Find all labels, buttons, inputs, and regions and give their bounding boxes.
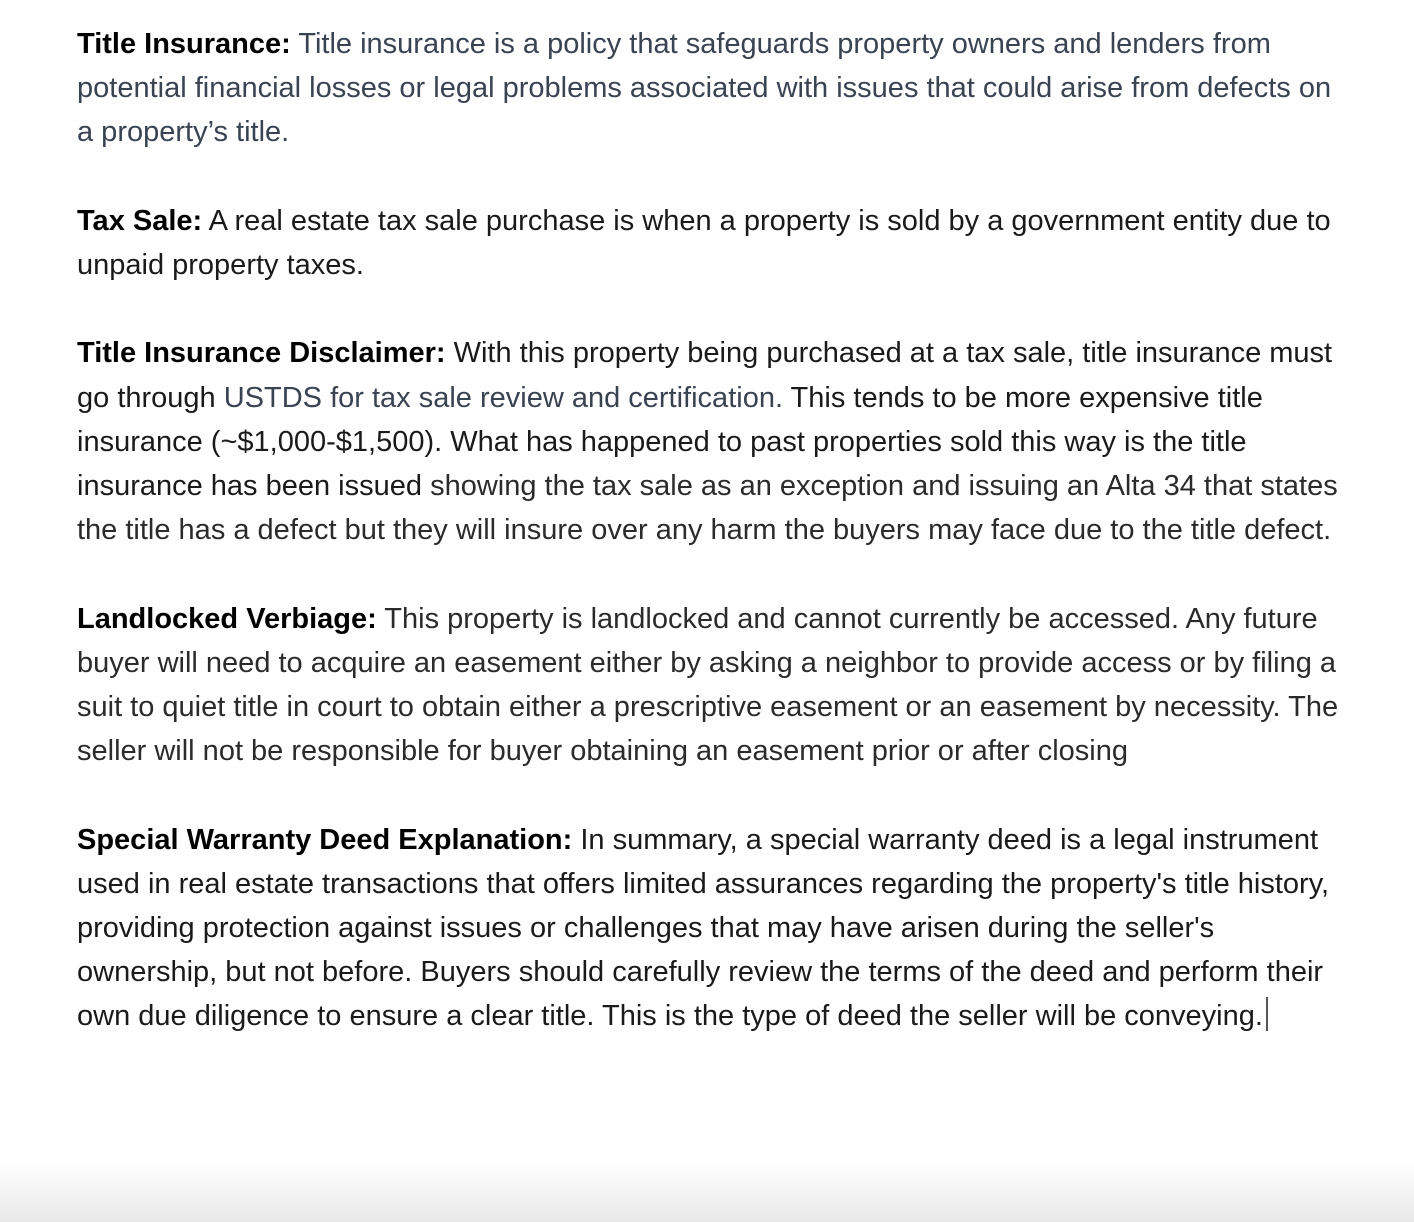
paragraph-label: Tax Sale: — [77, 204, 203, 237]
paragraph-title-insurance — [77, 22, 1354, 155]
paragraph-text: This tends to be more expensive title insurance (~$1,000-$1,500). What has happened to past properties sold this way is the title insurance has been issued — [77, 381, 1263, 502]
paragraph-title-insurance-disclaimer — [77, 331, 1354, 552]
paragraph-landlocked-verbiage — [77, 597, 1354, 774]
paragraph-text: USTDS for tax sale review and certification. — [223, 381, 784, 414]
text-cursor — [1266, 997, 1268, 1031]
paragraph-tax-sale — [77, 199, 1354, 287]
paragraph-text: Title insurance is a policy that safeguards property owners and lenders from potential financial losses or legal problems associated with issues that could arise from defects on a property’s title. — [77, 28, 1332, 149]
paragraph-label: Special Warranty Deed Explanation: — [77, 823, 573, 856]
paragraph-text: With this property being purchased at a tax sale, title insurance must go through — [77, 337, 1333, 414]
paragraph-text: This property is landlocked and cannot currently be accessed. Any future buyer will need to acquire an easement either by asking a neighbor to provide access or by filing a suit to quiet title in court to obtain either a prescriptive easement or an easement by necessity. The seller will not be responsible for buyer obtaining an easement prior or after closing — [77, 602, 1339, 768]
paragraph-label: Title Insurance: — [77, 28, 291, 60]
paragraph-text: A real estate tax sale purchase is when a property is sold by a government entity due to unpaid property taxes. — [77, 204, 1331, 281]
paragraph-label: Landlocked Verbiage: — [77, 602, 377, 635]
paragraph-text: showing the tax sale as an exception and issuing an Alta 34 that states the title has a defect but they will insure over any harm the buyers may face due to the title defect. — [77, 470, 1338, 547]
paragraph-special-warranty-deed — [77, 818, 1354, 1039]
paragraph-label: Title Insurance Disclaimer: — [77, 337, 446, 370]
paragraph-text: In summary, a special warranty deed is a legal instrument used in real estate transactions that offers limited assurances regarding the property's title history, providing protection against issues or challenges that may have arisen during the seller's ownership, but not before. Buyers should carefully review the terms of the deed and perform their own due diligence to ensure a clear title. This is the type of deed the seller will be conveying. — [77, 823, 1330, 1033]
bottom-scroll-shade — [0, 1162, 1414, 1222]
